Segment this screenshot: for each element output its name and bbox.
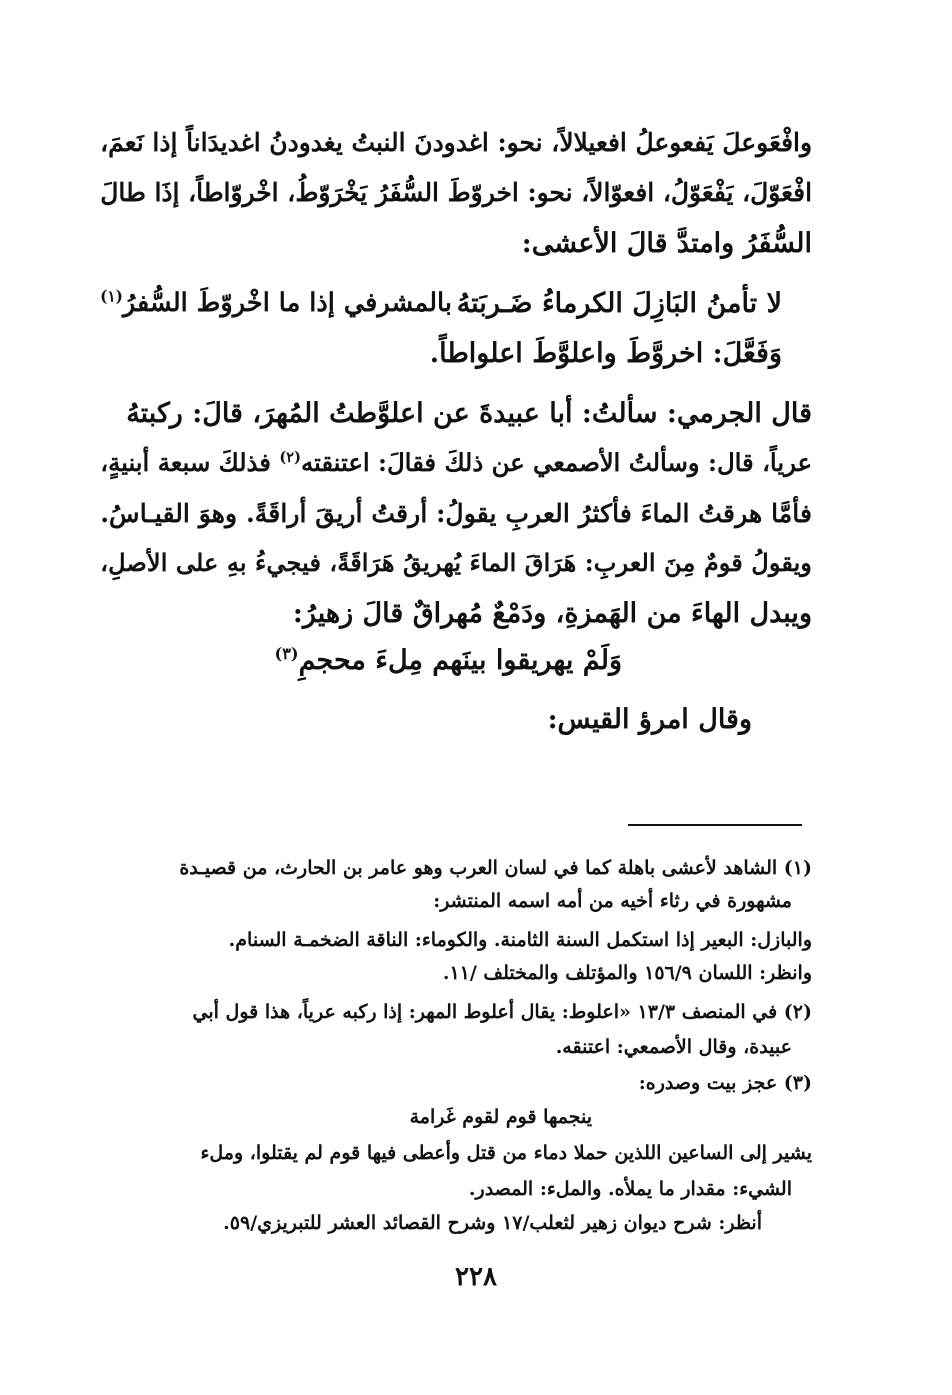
text-line-9: ويقولُ قومٌ مِنَ العربِ: هَرَاقَ الماءَ يُهريقُ هَرَاقَةً، فيجيءُ بهِ على الأصلِ، <box>100 548 812 577</box>
text-line-6: قال الجرمي: سألتُ: أبا عبيدةَ عن اعلوَّطتُ المُهرَ، قالَ: ركبتهُ <box>126 398 812 429</box>
verse-right-hemistich: لا تأمنُ البَازِلَ الكرماءُ ضَـربَتهُ <box>456 288 782 319</box>
footnote-3-verse: ينجمها قوم لقوم غَرامة <box>409 1106 592 1128</box>
footnote-1-line-a: (١) الشاهد لأعشى باهلة كما في لسان العرب وهو عامر بن الحارث، من قصيـدة <box>179 857 812 879</box>
footnote-ref-2: (٢) <box>279 448 302 466</box>
footnote-2-line-b: عبيدة، وقال الأصمعي: اعتنقه. <box>555 1036 792 1058</box>
footnote-3-line-a: (٣) عجز بيت وصدره: <box>638 1072 812 1094</box>
footnote-1-line-c: والبازل: البعير إذا استكمل السنة الثامنة. والكوماء: الناقة الضخمـة السنام. <box>228 929 812 951</box>
text-line-7-part-a: عرياً، قال: وسألتُ الأصمعي عن ذلكَ فقالَ: اعتنقته <box>301 448 812 477</box>
text-line-8: فأمَّا هرقتُ الماءَ فأكثرُ العربِ يقولُ: أرقتُ أريقَ أراقَةً. وهوَ القيـاسُ. <box>100 498 812 528</box>
footnote-1-line-d: وانظر: اللسان ١٥٦/٩ والمؤتلف والمختلف /١١. <box>442 962 812 984</box>
footnote-1-line-b: مشهورة في رثاء أخيه من أمه اسمه المنتشر: <box>433 890 792 912</box>
page-number: ٢٢٨ <box>455 1262 497 1292</box>
text-line-11 <box>275 645 622 676</box>
verse-left-text: بالمشرفي إذا ما اخْروّطَ السُّفرُ <box>122 288 452 318</box>
verse-left-hemistich <box>100 288 452 318</box>
text-line-11-text: وَلَمْ يهريقوا بينَهم مِلءَ محجمِ <box>298 645 622 676</box>
footnote-ref-3: (٣) <box>274 644 299 663</box>
footnote-3-line-c: يشير إلى الساعين اللذين حملا دماء من قتل وأعطى فيها قوم لم يقتلوا، وملء <box>200 1142 812 1164</box>
footnote-separator <box>628 824 802 826</box>
text-line-1: وافْعَوعلَ يَفعوعلُ افعيلالاً، نحو: اغدودنَ النبتُ يغدودنُ اغديدَاناً إذا نَعمَ، <box>100 128 812 157</box>
text-line-12: وقال امرؤ القيس: <box>547 704 752 735</box>
footnote-2-line-a: (٢) في المنصف ١٣/٣ «اعلوط: يقال أعلوط المهر: إذا ركبه عرياً، هذا قول أبي <box>192 1001 812 1023</box>
text-line-3: السُّفَرُ وامتدَّ قالَ الأعشى: <box>521 228 812 259</box>
footnote-3-line-e: أنظر: شرح ديوان زهير لثعلب/١٧ وشرح القصائد العشر للتبريزي/٥٩. <box>223 1212 762 1234</box>
footnote-3-line-d: الشيء: مقدار ما يملأه. والملء: المصدر. <box>468 1178 792 1200</box>
text-line-5: وَفَعَّلَ: اخروَّطَ واعلوَّطَ اعلواطاً. <box>429 338 782 369</box>
text-line-7-part-b: فذلكَ سبعة أبنيةٍ، <box>100 448 280 477</box>
text-line-2: افْعَوّلَ، يَفْعَوّلُ، افعوّالاً، نحو: اخروّطَ السُّفَرُ يَخْرَوّطُ، اخْروّاطاً، إذَا طالَ <box>100 178 812 207</box>
text-line-7 <box>100 448 812 477</box>
text-line-10: ويبدل الهاءَ من الهَمزةِ، ودَمْعٌ مُهراقٌ قالَ زهيرُ: <box>292 598 812 629</box>
footnote-ref-1: (١) <box>100 287 123 306</box>
